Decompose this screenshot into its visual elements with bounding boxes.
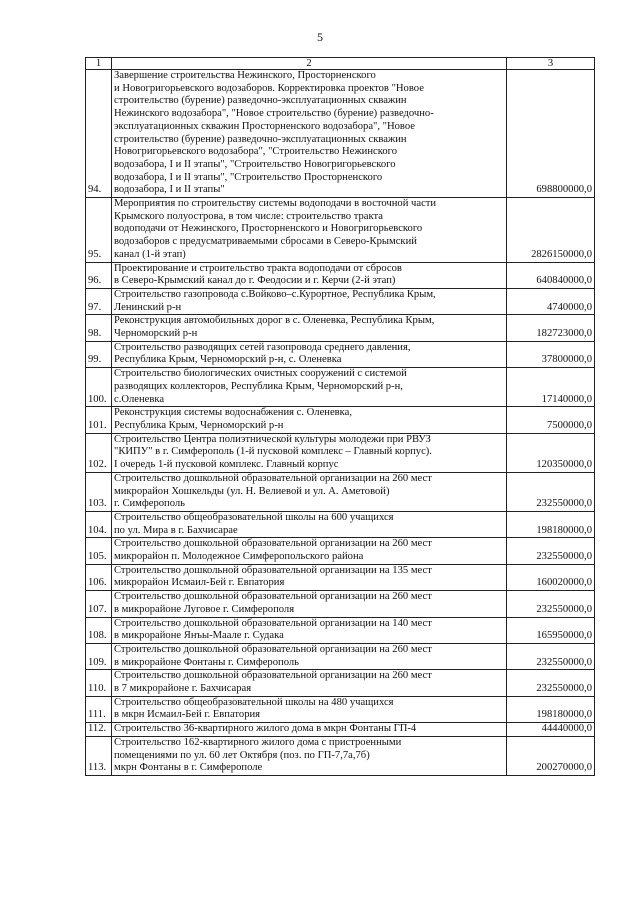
row-description bbox=[112, 617, 507, 643]
row-number: 96. bbox=[86, 262, 112, 288]
row-amount: 232550000,0 bbox=[507, 591, 595, 617]
row-amount: 198180000,0 bbox=[507, 511, 595, 537]
row-amount: 232550000,0 bbox=[507, 472, 595, 511]
row-amount: 17140000,0 bbox=[507, 368, 595, 407]
description-line: Строительство дошкольной образовательной организации на 260 мест bbox=[114, 670, 432, 682]
row-description bbox=[112, 341, 507, 367]
description-line: канал (1-й этап) bbox=[114, 248, 186, 260]
description-line: Строительство общеобразовательной школы на 600 учащихся bbox=[114, 511, 394, 523]
row-description bbox=[112, 407, 507, 433]
row-description bbox=[112, 315, 507, 341]
row-number: 108. bbox=[86, 617, 112, 643]
description-line: Черноморский р-н bbox=[114, 328, 198, 340]
row-amount: 232550000,0 bbox=[507, 670, 595, 696]
description-line: г. Симферополь bbox=[114, 498, 185, 510]
description-line: водозаборов с предусматриваемыми сбросами в Северо-Крымский bbox=[114, 236, 417, 248]
row-number: 102. bbox=[86, 433, 112, 472]
row-description bbox=[112, 736, 507, 775]
description-line: водозабора, I и II этапы", "Строительство Новогригорьевского bbox=[114, 158, 396, 170]
description-line: Строительство разводящих сетей газопровода среднего давления, bbox=[114, 341, 411, 353]
row-number: 112. bbox=[86, 723, 112, 737]
row-description bbox=[112, 591, 507, 617]
row-description bbox=[112, 70, 507, 198]
row-amount: 232550000,0 bbox=[507, 643, 595, 669]
row-number: 101. bbox=[86, 407, 112, 433]
description-line: Строительство газопровода с.Войково–с.Курортное, Республика Крым, bbox=[114, 288, 436, 300]
row-amount: 160020000,0 bbox=[507, 564, 595, 590]
description-line: разводящих коллекторов, Республика Крым, Черноморский р-н, bbox=[114, 380, 403, 392]
row-amount: 232550000,0 bbox=[507, 538, 595, 564]
description-line: в микрорайоне Янъы-Маале г. Судака bbox=[114, 630, 284, 642]
description-line: Строительство биологических очистных сооружений с системой bbox=[114, 368, 407, 380]
row-description bbox=[112, 538, 507, 564]
table-row bbox=[86, 617, 595, 643]
row-amount: 37800000,0 bbox=[507, 341, 595, 367]
row-description bbox=[112, 723, 507, 737]
description-line: Строительство 162-квартирного жилого дома с пристроенными bbox=[114, 736, 402, 748]
description-line: по ул. Мира в г. Бахчисарае bbox=[114, 524, 238, 536]
row-amount: 198180000,0 bbox=[507, 696, 595, 722]
description-line: Строительство дошкольной образовательной организации на 260 мест bbox=[114, 643, 432, 655]
row-number: 104. bbox=[86, 511, 112, 537]
row-number: 94. bbox=[86, 70, 112, 198]
table-row bbox=[86, 433, 595, 472]
description-line: водозабора, I и II этапы" bbox=[114, 184, 225, 196]
row-description bbox=[112, 368, 507, 407]
row-amount: 182723000,0 bbox=[507, 315, 595, 341]
table-row bbox=[86, 538, 595, 564]
description-line: и Новогригорьевского водозаборов. Корректировка проектов "Новое bbox=[114, 82, 424, 94]
description-line: строительство (бурение) разведочно-эксплуатационных скважин bbox=[114, 133, 407, 145]
row-number: 111. bbox=[86, 696, 112, 722]
description-line: Мероприятия по строительству системы водоподачи в восточной части bbox=[114, 198, 437, 210]
description-line: микрорайон Исмаил-Бей г. Евпатория bbox=[114, 577, 285, 589]
table-row bbox=[86, 511, 595, 537]
row-description bbox=[112, 643, 507, 669]
row-description bbox=[112, 696, 507, 722]
row-amount: 640840000,0 bbox=[507, 262, 595, 288]
row-amount: 4740000,0 bbox=[507, 288, 595, 314]
header-cell-2: 2 bbox=[112, 58, 507, 70]
description-line: Республика Крым, Черноморский р-н bbox=[114, 419, 284, 431]
description-line: Строительство дошкольной образовательной организации на 260 мест bbox=[114, 472, 432, 484]
table-row bbox=[86, 368, 595, 407]
table-row bbox=[86, 564, 595, 590]
description-line: Нежинского водозабора", "Новое строительство (бурение) разведочно- bbox=[114, 108, 434, 120]
row-description bbox=[112, 433, 507, 472]
row-description bbox=[112, 198, 507, 263]
row-number: 97. bbox=[86, 288, 112, 314]
row-number: 107. bbox=[86, 591, 112, 617]
row-number: 99. bbox=[86, 341, 112, 367]
row-number: 110. bbox=[86, 670, 112, 696]
description-line: водоподачи от Нежинского, Просторненского и Новогригорьевского bbox=[114, 223, 423, 235]
table-row bbox=[86, 262, 595, 288]
description-line: в микрорайоне Фонтаны г. Симферополь bbox=[114, 656, 299, 668]
row-number: 98. bbox=[86, 315, 112, 341]
description-line: микрорайон Хошкельды (ул. Н. Велиевой и ул. А. Аметовой) bbox=[114, 485, 390, 497]
description-line: с.Оленевка bbox=[114, 393, 165, 405]
row-number: 100. bbox=[86, 368, 112, 407]
table-row bbox=[86, 696, 595, 722]
projects-table bbox=[85, 57, 595, 776]
description-line: в 7 микрорайоне г. Бахчисарая bbox=[114, 683, 252, 695]
table-row bbox=[86, 198, 595, 263]
header-cell-3: 3 bbox=[507, 58, 595, 70]
description-line: Строительство Центра полиэтнической культуры молодежи при РВУЗ bbox=[114, 433, 431, 445]
description-line: Завершение строительства Нежинского, Просторненского bbox=[114, 70, 376, 81]
table-row bbox=[86, 341, 595, 367]
table-row bbox=[86, 591, 595, 617]
row-number: 95. bbox=[86, 198, 112, 263]
row-number: 105. bbox=[86, 538, 112, 564]
row-description bbox=[112, 472, 507, 511]
description-line: Ленинский р-н bbox=[114, 301, 182, 313]
description-line: строительство (бурение) разведочно-эксплуатационных скважин bbox=[114, 95, 407, 107]
description-line: микрорайон п. Молодежное Симферопольского района bbox=[114, 551, 364, 563]
description-line: мкрн Фонтаны в г. Симферополе bbox=[114, 762, 263, 774]
description-line: водозабора, I и II этапы", "Строительство Просторненского bbox=[114, 171, 383, 183]
description-line: Республика Крым, Черноморский р-н, с. Оленевка bbox=[114, 354, 342, 366]
description-line: Крымского полуострова, в том числе: строительство тракта bbox=[114, 210, 383, 222]
row-number: 103. bbox=[86, 472, 112, 511]
description-line: в мкрн Исмаил-Бей г. Евпатория bbox=[114, 709, 261, 721]
description-line: Реконструкция автомобильных дорог в с. Оленевка, Республика Крым, bbox=[114, 315, 435, 327]
description-line: Проектирование и строительство тракта водоподачи от сбросов bbox=[114, 262, 402, 274]
description-line: в микрорайоне Луговое г. Симферополя bbox=[114, 603, 295, 615]
header-cell-1: 1 bbox=[86, 58, 112, 70]
description-line: "КИПУ" в г. Симферополь (1-й пусковой комплекс – Главный корпус). bbox=[114, 446, 432, 458]
row-amount: 7500000,0 bbox=[507, 407, 595, 433]
table-row bbox=[86, 70, 595, 198]
row-number: 113. bbox=[86, 736, 112, 775]
row-description bbox=[112, 288, 507, 314]
table-body bbox=[86, 58, 595, 776]
description-line: Строительство дошкольной образовательной организации на 260 мест bbox=[114, 538, 432, 550]
description-line: Реконструкция системы водоснабжения с. Оленевка, bbox=[114, 407, 352, 419]
description-line: Новогригорьевского водозабора", "Строительство Нежинского bbox=[114, 146, 397, 158]
row-description bbox=[112, 262, 507, 288]
description-line: эксплуатационных скважин Просторненского водозабора", "Новое bbox=[114, 120, 415, 132]
description-line: Строительство дошкольной образовательной организации на 140 мест bbox=[114, 617, 432, 629]
table-header-row bbox=[86, 58, 595, 70]
description-line: в Северо-Крымский канал до г. Феодосии и г. Керчи (2-й этап) bbox=[114, 275, 396, 287]
row-number: 109. bbox=[86, 643, 112, 669]
table-row bbox=[86, 288, 595, 314]
row-amount: 698800000,0 bbox=[507, 70, 595, 198]
description-line: Строительство дошкольной образовательной организации на 135 мест bbox=[114, 564, 432, 576]
table-row bbox=[86, 643, 595, 669]
row-amount: 44440000,0 bbox=[507, 723, 595, 737]
table-row bbox=[86, 472, 595, 511]
table-row bbox=[86, 670, 595, 696]
description-line: Строительство 36-квартирного жилого дома в мкрн Фонтаны ГП-4 bbox=[114, 723, 417, 735]
description-line: Строительство общеобразовательной школы на 480 учащихся bbox=[114, 696, 394, 708]
row-description bbox=[112, 564, 507, 590]
row-amount: 165950000,0 bbox=[507, 617, 595, 643]
row-amount: 2826150000,0 bbox=[507, 198, 595, 263]
page-number: 5 bbox=[317, 30, 323, 44]
table-row bbox=[86, 315, 595, 341]
description-line: помещениями по ул. 60 лет Октября (поз. по ГП-7,7а,7б) bbox=[114, 749, 370, 761]
row-description bbox=[112, 670, 507, 696]
description-line: I очередь 1-й пусковой комплекс. Главный корпус bbox=[114, 459, 339, 471]
row-amount: 200270000,0 bbox=[507, 736, 595, 775]
table-row bbox=[86, 736, 595, 775]
table-row bbox=[86, 723, 595, 737]
row-number: 106. bbox=[86, 564, 112, 590]
description-line: Строительство дошкольной образовательной организации на 260 мест bbox=[114, 591, 432, 603]
row-amount: 120350000,0 bbox=[507, 433, 595, 472]
row-description bbox=[112, 511, 507, 537]
table-row bbox=[86, 407, 595, 433]
